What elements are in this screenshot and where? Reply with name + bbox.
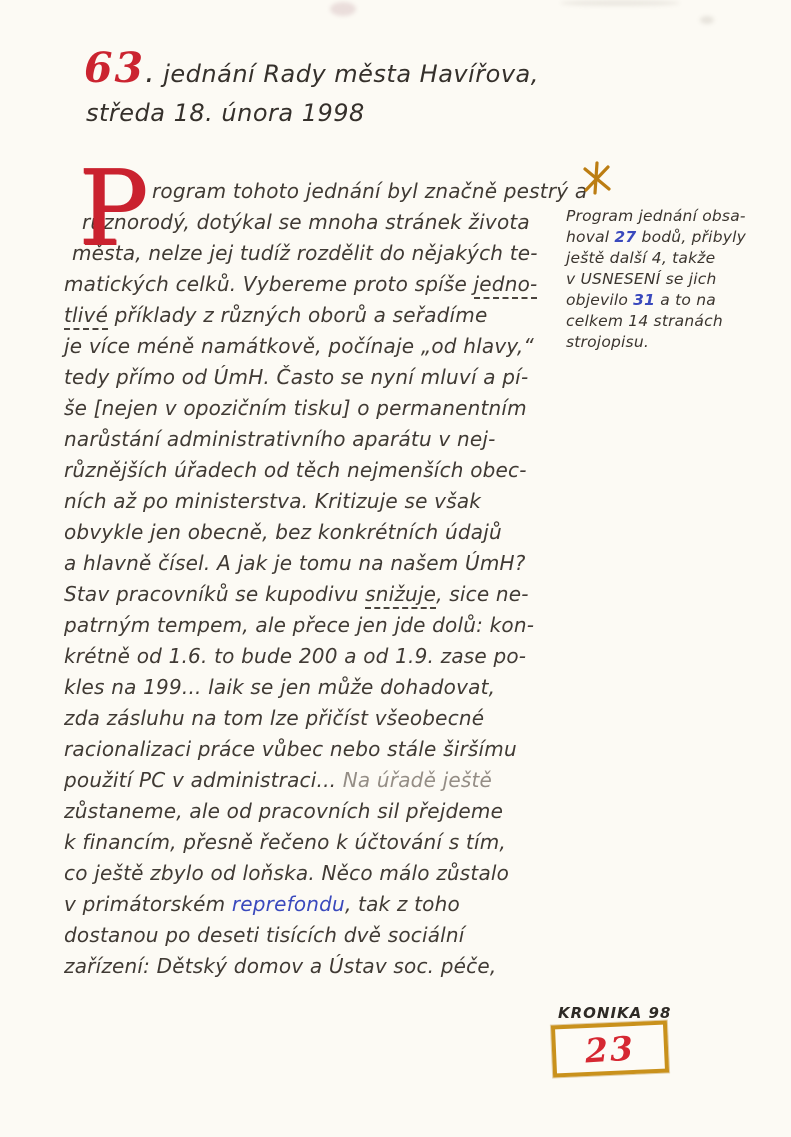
text-segment: v USNESENÍ se jich <box>566 270 717 288</box>
text-segment: Stav pracovníků se kupodivu <box>64 582 366 606</box>
text-segment: reprefondu <box>231 892 345 916</box>
text-segment: še [nejen v opozičním tisku] o permanentním <box>64 396 527 420</box>
text-segment: města, nelze jej tudíž rozdělit do nějakých te- <box>72 241 538 265</box>
text-segment: tedy přímo od ÚmH. Často se nyní mluví a pí- <box>64 365 529 389</box>
body-lines <box>64 176 588 982</box>
text-segment: příklady z různých oborů a seřadíme <box>108 303 488 327</box>
kronika-label: KRONIKA 98 <box>558 1004 672 1022</box>
asterisk-icon <box>580 160 614 196</box>
note-line <box>566 206 781 227</box>
text-segment: co ještě zbylo od loňska. Něco málo zůstalo <box>64 861 510 885</box>
text-line <box>64 331 580 362</box>
text-line <box>64 889 580 920</box>
text-line <box>64 579 580 610</box>
text-line <box>64 548 580 579</box>
text-segment: a to na <box>655 291 716 309</box>
main-text <box>64 147 588 982</box>
text-line <box>64 300 580 331</box>
text-segment: Program jednání obsa- <box>566 207 746 225</box>
text-line <box>64 424 580 455</box>
meeting-number: 63 <box>84 44 146 92</box>
page-title: 63. jednání Rady města Havířova, <box>84 44 539 92</box>
text-segment: narůstání administrativního aparátu v nej- <box>64 427 496 451</box>
note-line <box>566 269 781 290</box>
note-line <box>566 227 781 248</box>
text-segment: 27 <box>614 228 637 246</box>
text-line <box>64 362 580 393</box>
text-segment: a hlavně čísel. A jak je tomu na našem ÚmH? <box>64 551 526 575</box>
text-segment: zařízení: Dětský domov a Ústav soc. péče, <box>64 954 497 978</box>
text-segment: zda zásluhu na tom lze přičíst všeobecné <box>64 706 485 730</box>
text-line <box>64 920 580 951</box>
text-segment: kles na 199... laik se jen může dohadovat, <box>64 675 496 699</box>
scan-artifact <box>330 2 356 16</box>
text-segment: , tak z toho <box>344 892 460 916</box>
text-segment: rogram tohoto jednání byl značně pestrý a <box>152 179 588 203</box>
text-segment: matických celků. Vybereme proto spíše <box>64 272 474 296</box>
scan-artifact <box>560 0 680 6</box>
text-segment: patrným tempem, ale přece jen jde dolů: kon- <box>64 613 535 637</box>
page-number-box <box>551 1020 669 1077</box>
text-segment: racionalizaci práce vůbec nebo stále širšímu <box>64 737 517 761</box>
text-line <box>64 796 580 827</box>
text-segment: v primátorském <box>64 892 232 916</box>
note-line <box>566 248 781 269</box>
text-segment: Na úřadě ještě <box>342 768 493 792</box>
text-line <box>64 269 580 300</box>
note-line <box>566 332 781 353</box>
text-segment: je více méně namátkově, počínaje „od hlavy,“ <box>64 334 534 358</box>
text-segment: jedno- <box>474 272 538 299</box>
margin-note <box>566 160 781 353</box>
text-segment: hoval <box>566 228 615 246</box>
text-line <box>64 765 580 796</box>
text-line <box>64 486 580 517</box>
text-segment: dostanou po deseti tisících dvě sociální <box>64 923 465 947</box>
text-line <box>64 517 580 548</box>
text-segment: strojopisu. <box>566 333 649 351</box>
text-segment: zůstaneme, ale od pracovních sil přejdeme <box>64 799 504 823</box>
text-line <box>64 672 580 703</box>
text-segment: k financím, přesně řečeno k účtování s tím, <box>64 830 506 854</box>
text-segment: snižuje <box>365 582 436 609</box>
text-line <box>64 734 580 765</box>
text-line <box>64 393 580 424</box>
drop-cap: P <box>78 147 149 269</box>
text-segment: použití PC v administraci... <box>64 768 343 792</box>
note-line <box>566 290 781 311</box>
text-line <box>64 951 580 982</box>
text-line <box>64 610 580 641</box>
text-segment: ještě další 4, takže <box>566 249 716 267</box>
text-segment: obvykle jen obecně, bez konkrétních údajů <box>64 520 502 544</box>
text-line <box>64 703 580 734</box>
scan-artifact <box>700 16 714 24</box>
text-segment: , sice ne- <box>436 582 529 606</box>
text-line <box>64 455 580 486</box>
text-segment: bodů, přibyly <box>636 228 746 246</box>
meeting-date: středa 18. února 1998 <box>86 99 365 127</box>
text-segment: ních až po ministerstva. Kritizuje se však <box>64 489 482 513</box>
title-text: jednání Rady města Havířova, <box>155 60 539 88</box>
note-lines <box>566 206 781 353</box>
text-segment: tlivé <box>64 303 108 330</box>
text-line <box>64 641 580 672</box>
text-segment: různorodý, dotýkal se mnoha stránek života <box>82 210 530 234</box>
text-line <box>64 827 580 858</box>
heading <box>84 44 539 127</box>
text-segment: 31 <box>633 291 656 309</box>
text-segment: krétně od 1.6. to bude 200 a od 1.9. zase po- <box>64 644 527 668</box>
page-number: 23 <box>583 1028 637 1070</box>
note-line <box>566 311 781 332</box>
text-line <box>64 858 580 889</box>
text-segment: objevilo <box>566 291 634 309</box>
text-segment: různějších úřadech od těch nejmenších obec- <box>64 458 527 482</box>
text-segment: celkem 14 stranách <box>566 312 723 330</box>
